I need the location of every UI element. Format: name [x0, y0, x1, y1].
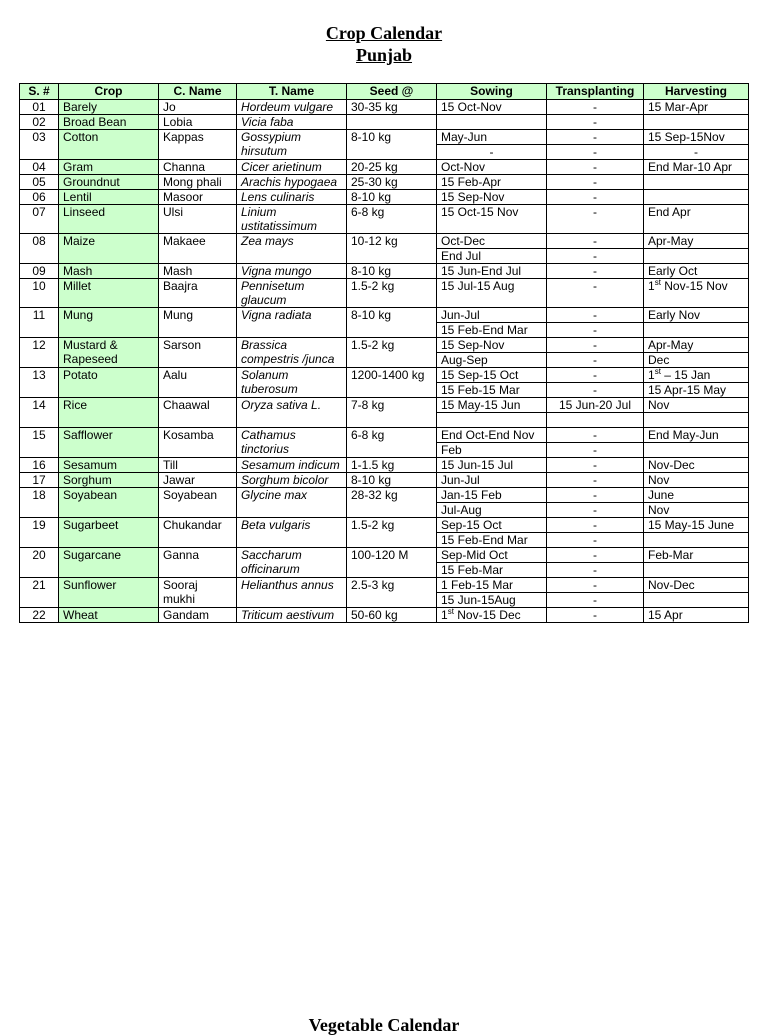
transplanting-cell: -	[547, 175, 644, 190]
transplanting-cell: -	[547, 338, 644, 353]
transplanting-cell: -	[547, 160, 644, 175]
harvesting-cell: Nov-Dec	[644, 458, 749, 473]
sowing-cell: Oct-Dec	[437, 234, 547, 249]
table-row	[20, 338, 749, 353]
sowing-cell: 15 Feb-Apr	[437, 175, 547, 190]
sowing-cell: 15 Sep-15 Oct	[437, 368, 547, 383]
seed-rate-cell: 10-12 kg	[347, 234, 437, 264]
crop-name-cell: Millet	[59, 279, 159, 308]
technical-name-cell: Arachis hypogaea	[237, 175, 347, 190]
harvesting-cell: Nov	[644, 473, 749, 488]
transplanting-cell: -	[547, 608, 644, 623]
sowing-cell: Jan-15 Feb	[437, 488, 547, 503]
table-row	[20, 518, 749, 533]
seed-rate-cell: 1-1.5 kg	[347, 458, 437, 473]
common-name-cell: Kosamba	[159, 428, 237, 458]
table-row	[20, 458, 749, 473]
sowing-cell: 15 Sep-Nov	[437, 338, 547, 353]
crop-name-cell: Barely	[59, 100, 159, 115]
crop-name-cell: Broad Bean	[59, 115, 159, 130]
table-row	[20, 160, 749, 175]
seed-rate-cell: 6-8 kg	[347, 428, 437, 458]
table-row	[20, 175, 749, 190]
technical-name-cell: Lens culinaris	[237, 190, 347, 205]
sowing-cell: 15 May-15 Jun	[437, 398, 547, 413]
sowing-cell: 15 Jul-15 Aug	[437, 279, 547, 308]
sowing-cell: 15 Oct-15 Nov	[437, 205, 547, 234]
sowing-cell: End Oct-End Nov	[437, 428, 547, 443]
transplanting-cell: -	[547, 458, 644, 473]
transplanting-cell: -	[547, 383, 644, 398]
common-name-cell: Gandam	[159, 608, 237, 623]
harvesting-cell	[644, 190, 749, 205]
harvesting-cell: 1st Nov-15 Nov	[644, 279, 749, 308]
transplanting-cell: -	[547, 145, 644, 160]
crop-name-cell: Sugarcane	[59, 548, 159, 578]
sowing-cell: -	[437, 145, 547, 160]
serial-number-cell: 11	[20, 308, 59, 338]
seed-rate-cell	[347, 115, 437, 130]
transplanting-cell: -	[547, 115, 644, 130]
serial-number-cell: 02	[20, 115, 59, 130]
seed-rate-cell: 50-60 kg	[347, 608, 437, 623]
harvesting-cell	[644, 413, 749, 428]
technical-name-cell: Pennisetum glaucum	[237, 279, 347, 308]
harvesting-cell: Early Oct	[644, 264, 749, 279]
technical-name-cell: Zea mays	[237, 234, 347, 264]
technical-name-cell: Glycine max	[237, 488, 347, 518]
seed-rate-cell: 8-10 kg	[347, 308, 437, 338]
serial-number-cell: 12	[20, 338, 59, 368]
seed-rate-cell: 1.5-2 kg	[347, 338, 437, 368]
column-header: C. Name	[159, 84, 237, 100]
common-name-cell: Soyabean	[159, 488, 237, 518]
sowing-cell: 15 Jun-End Jul	[437, 264, 547, 279]
common-name-cell: Makaee	[159, 234, 237, 264]
serial-number-cell: 20	[20, 548, 59, 578]
seed-rate-cell: 8-10 kg	[347, 264, 437, 279]
table-row	[20, 190, 749, 205]
common-name-cell: Ulsi	[159, 205, 237, 234]
harvesting-cell: Dec	[644, 353, 749, 368]
crop-name-cell: Sunflower	[59, 578, 159, 608]
transplanting-cell: -	[547, 130, 644, 145]
sowing-cell: Sep-15 Oct	[437, 518, 547, 533]
technical-name-cell: Sesamum indicum	[237, 458, 347, 473]
technical-name-cell: Solanum tuberosum	[237, 368, 347, 398]
harvesting-cell	[644, 443, 749, 458]
technical-name-cell: Cathamus tinctorius	[237, 428, 347, 458]
crop-name-cell: Cotton	[59, 130, 159, 160]
table-row	[20, 428, 749, 443]
serial-number-cell: 19	[20, 518, 59, 548]
transplanting-cell: -	[547, 503, 644, 518]
serial-number-cell: 05	[20, 175, 59, 190]
common-name-cell: Baajra	[159, 279, 237, 308]
harvesting-cell: 15 Apr	[644, 608, 749, 623]
common-name-cell: Kappas	[159, 130, 237, 160]
common-name-cell: Jo	[159, 100, 237, 115]
sowing-cell: 15 Jun-15Aug	[437, 593, 547, 608]
technical-name-cell: Cicer arietinum	[237, 160, 347, 175]
crop-name-cell: Sesamum	[59, 458, 159, 473]
transplanting-cell	[547, 413, 644, 428]
seed-rate-cell: 25-30 kg	[347, 175, 437, 190]
serial-number-cell: 10	[20, 279, 59, 308]
harvesting-cell: 15 Apr-15 May	[644, 383, 749, 398]
common-name-cell: Mash	[159, 264, 237, 279]
common-name-cell: Till	[159, 458, 237, 473]
transplanting-cell: -	[547, 488, 644, 503]
crop-name-cell: Sorghum	[59, 473, 159, 488]
seed-rate-cell: 2.5-3 kg	[347, 578, 437, 608]
common-name-cell: Chukandar	[159, 518, 237, 548]
table-row	[20, 368, 749, 383]
crop-calendar-table	[19, 83, 749, 623]
transplanting-cell: -	[547, 548, 644, 563]
harvesting-cell: 15 Sep-15Nov	[644, 130, 749, 145]
serial-number-cell: 13	[20, 368, 59, 398]
harvesting-cell: 15 Mar-Apr	[644, 100, 749, 115]
transplanting-cell: -	[547, 428, 644, 443]
sowing-cell: 15 Oct-Nov	[437, 100, 547, 115]
crop-name-cell: Sugarbeet	[59, 518, 159, 548]
crop-name-cell: Gram	[59, 160, 159, 175]
serial-number-cell: 04	[20, 160, 59, 175]
transplanting-cell: -	[547, 279, 644, 308]
table-row	[20, 398, 749, 413]
serial-number-cell: 22	[20, 608, 59, 623]
sowing-cell: 15 Feb-End Mar	[437, 533, 547, 548]
common-name-cell: Ganna	[159, 548, 237, 578]
table-row	[20, 578, 749, 593]
seed-rate-cell: 6-8 kg	[347, 205, 437, 234]
harvesting-cell: Nov	[644, 503, 749, 518]
column-header: Seed @	[347, 84, 437, 100]
technical-name-cell: Brassica compestris /junca	[237, 338, 347, 368]
technical-name-cell: Vigna radiata	[237, 308, 347, 338]
common-name-cell: Jawar	[159, 473, 237, 488]
sowing-cell: May-Jun	[437, 130, 547, 145]
common-name-cell: Sooraj mukhi	[159, 578, 237, 608]
harvesting-cell: Nov-Dec	[644, 578, 749, 593]
crop-name-cell: Mung	[59, 308, 159, 338]
sowing-cell: Jun-Jul	[437, 308, 547, 323]
table-row	[20, 279, 749, 308]
serial-number-cell: 21	[20, 578, 59, 608]
seed-rate-cell: 8-10 kg	[347, 473, 437, 488]
table-row	[20, 115, 749, 130]
harvesting-cell	[644, 563, 749, 578]
technical-name-cell: Linium ustitatissimum	[237, 205, 347, 234]
harvesting-cell: Early Nov	[644, 308, 749, 323]
harvesting-cell: End Mar-10 Apr	[644, 160, 749, 175]
technical-name-cell: Triticum aestivum	[237, 608, 347, 623]
technical-name-cell: Oryza sativa L.	[237, 398, 347, 428]
table-body	[20, 100, 749, 623]
common-name-cell: Lobia	[159, 115, 237, 130]
serial-number-cell: 16	[20, 458, 59, 473]
harvesting-cell: End Apr	[644, 205, 749, 234]
harvesting-cell: 15 May-15 June	[644, 518, 749, 533]
transplanting-cell: -	[547, 308, 644, 323]
common-name-cell: Mung	[159, 308, 237, 338]
sowing-cell	[437, 115, 547, 130]
table-row	[20, 205, 749, 234]
technical-name-cell: Hordeum vulgare	[237, 100, 347, 115]
harvesting-cell: -	[644, 145, 749, 160]
sowing-cell: Sep-Mid Oct	[437, 548, 547, 563]
technical-name-cell: Vicia faba	[237, 115, 347, 130]
common-name-cell: Masoor	[159, 190, 237, 205]
seed-rate-cell: 28-32 kg	[347, 488, 437, 518]
transplanting-cell: -	[547, 563, 644, 578]
table-header	[20, 84, 749, 100]
crop-name-cell: Wheat	[59, 608, 159, 623]
harvesting-cell	[644, 175, 749, 190]
crop-name-cell: Rice	[59, 398, 159, 428]
transplanting-cell: -	[547, 473, 644, 488]
serial-number-cell: 01	[20, 100, 59, 115]
table-row	[20, 488, 749, 503]
sowing-cell	[437, 413, 547, 428]
sowing-cell: Oct-Nov	[437, 160, 547, 175]
document-title-block	[0, 22, 768, 66]
technical-name-cell: Gossypium hirsutum	[237, 130, 347, 160]
crop-name-cell: Mash	[59, 264, 159, 279]
table-row	[20, 130, 749, 145]
serial-number-cell: 03	[20, 130, 59, 160]
seed-rate-cell: 20-25 kg	[347, 160, 437, 175]
crop-name-cell: Potato	[59, 368, 159, 398]
crop-name-cell: Lentil	[59, 190, 159, 205]
transplanting-cell: -	[547, 593, 644, 608]
harvesting-cell: June	[644, 488, 749, 503]
harvesting-cell	[644, 115, 749, 130]
crop-name-cell: Maize	[59, 234, 159, 264]
transplanting-cell: -	[547, 100, 644, 115]
harvesting-cell: Apr-May	[644, 234, 749, 249]
common-name-cell: Sarson	[159, 338, 237, 368]
next-section-title: Vegetable Calendar	[308, 1015, 460, 1035]
seed-rate-cell: 8-10 kg	[347, 190, 437, 205]
sowing-cell: 1st Nov-15 Dec	[437, 608, 547, 623]
column-header: Harvesting	[644, 84, 749, 100]
column-header: T. Name	[237, 84, 347, 100]
table-row	[20, 234, 749, 249]
table-row	[20, 608, 749, 623]
table-row	[20, 264, 749, 279]
sowing-cell: Jul-Aug	[437, 503, 547, 518]
serial-number-cell: 06	[20, 190, 59, 205]
harvesting-cell: Apr-May	[644, 338, 749, 353]
harvesting-cell: End May-Jun	[644, 428, 749, 443]
transplanting-cell: -	[547, 190, 644, 205]
transplanting-cell: -	[547, 443, 644, 458]
serial-number-cell: 15	[20, 428, 59, 458]
sowing-cell: 15 Feb-End Mar	[437, 323, 547, 338]
transplanting-cell: -	[547, 249, 644, 264]
serial-number-cell: 08	[20, 234, 59, 264]
harvesting-cell	[644, 593, 749, 608]
transplanting-cell: -	[547, 323, 644, 338]
transplanting-cell: -	[547, 353, 644, 368]
transplanting-cell: -	[547, 205, 644, 234]
sowing-cell: Jun-Jul	[437, 473, 547, 488]
sowing-cell: 15 Jun-15 Jul	[437, 458, 547, 473]
seed-rate-cell: 8-10 kg	[347, 130, 437, 160]
seed-rate-cell: 100-120 M	[347, 548, 437, 578]
technical-name-cell: Beta vulgaris	[237, 518, 347, 548]
page-subtitle: Punjab	[355, 45, 413, 65]
harvesting-cell	[644, 323, 749, 338]
transplanting-cell: -	[547, 578, 644, 593]
technical-name-cell: Sorghum bicolor	[237, 473, 347, 488]
header-row	[20, 84, 749, 100]
crop-name-cell: Safflower	[59, 428, 159, 458]
seed-rate-cell: 1.5-2 kg	[347, 518, 437, 548]
serial-number-cell: 09	[20, 264, 59, 279]
transplanting-cell: 15 Jun-20 Jul	[547, 398, 644, 413]
crop-name-cell: Mustard & Rapeseed	[59, 338, 159, 368]
sowing-cell: End Jul	[437, 249, 547, 264]
crop-name-cell: Groundnut	[59, 175, 159, 190]
sowing-cell: 15 Feb-15 Mar	[437, 383, 547, 398]
seed-rate-cell: 1200-1400 kg	[347, 368, 437, 398]
transplanting-cell: -	[547, 368, 644, 383]
sowing-cell: Feb	[437, 443, 547, 458]
harvesting-cell: Feb-Mar	[644, 548, 749, 563]
serial-number-cell: 14	[20, 398, 59, 428]
serial-number-cell: 17	[20, 473, 59, 488]
seed-rate-cell: 1.5-2 kg	[347, 279, 437, 308]
column-header: Transplanting	[547, 84, 644, 100]
harvesting-cell	[644, 533, 749, 548]
sowing-cell: 15 Sep-Nov	[437, 190, 547, 205]
page-title: Crop Calendar	[325, 23, 443, 43]
technical-name-cell: Vigna mungo	[237, 264, 347, 279]
serial-number-cell: 07	[20, 205, 59, 234]
sowing-cell: 1 Feb-15 Mar	[437, 578, 547, 593]
serial-number-cell: 18	[20, 488, 59, 518]
seed-rate-cell: 7-8 kg	[347, 398, 437, 428]
crop-name-cell: Linseed	[59, 205, 159, 234]
harvesting-cell: Nov	[644, 398, 749, 413]
column-header: Crop	[59, 84, 159, 100]
common-name-cell: Chaawal	[159, 398, 237, 428]
column-header: Sowing	[437, 84, 547, 100]
sowing-cell: 15 Feb-Mar	[437, 563, 547, 578]
table-row	[20, 308, 749, 323]
table-row	[20, 100, 749, 115]
harvesting-cell	[644, 249, 749, 264]
technical-name-cell: Saccharum officinarum	[237, 548, 347, 578]
transplanting-cell: -	[547, 264, 644, 279]
transplanting-cell: -	[547, 234, 644, 249]
common-name-cell: Mong phali	[159, 175, 237, 190]
sowing-cell: Aug-Sep	[437, 353, 547, 368]
seed-rate-cell: 30-35 kg	[347, 100, 437, 115]
transplanting-cell: -	[547, 518, 644, 533]
table-row	[20, 473, 749, 488]
table-row	[20, 548, 749, 563]
column-header: S. #	[20, 84, 59, 100]
technical-name-cell: Helianthus annus	[237, 578, 347, 608]
harvesting-cell: 1st – 15 Jan	[644, 368, 749, 383]
common-name-cell: Channa	[159, 160, 237, 175]
common-name-cell: Aalu	[159, 368, 237, 398]
crop-name-cell: Soyabean	[59, 488, 159, 518]
transplanting-cell: -	[547, 533, 644, 548]
